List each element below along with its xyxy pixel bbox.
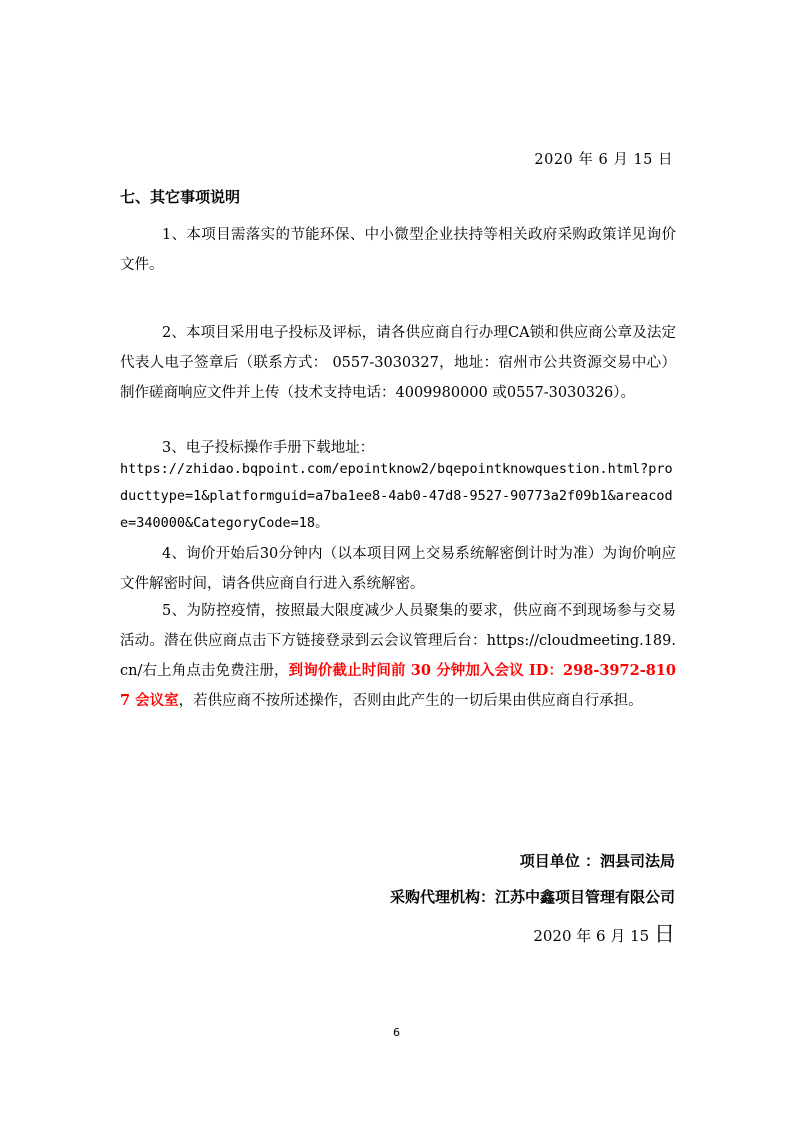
item-5 [120, 596, 676, 716]
item-5-meeting-notice: 到询价截止时间前 30 分钟加入会议 ID：298-3972-8107 会议室 [120, 662, 676, 709]
item-2: 2、本项目采用电子投标及评标，请各供应商自行办理CA锁和供应商公章及法定代表人电子签章后（联系方式： 0557-3030327，地址：宿州市公共资源交易中心）制作磋商响应文件并上传（技术支持电话：4009980000 或0557-3030326）。 [120, 325, 676, 401]
project-unit: 项目单位 ：泗县司法局 [519, 852, 675, 870]
item-3-label: 3、电子投标操作手册下载地址： [162, 440, 375, 456]
page-number: 6 [393, 1026, 400, 1039]
item-5-text: 5、为防控疫情，按照最大限度减少人员聚集的要求，供应商不到现场参与交易活动。潜在供应商点击下方链接登录到云会议管理后台：https://cloudmeeting.189.cn/右上角点击免费注册， [120, 603, 676, 679]
section-title: 七、其它事项说明 [120, 188, 241, 206]
bottom-date-day: 日 [654, 922, 675, 946]
item-5-text-end: ，若供应商不按所述操作，否则由此产生的一切后果由供应商自行承担。 [178, 693, 643, 709]
item-1: 1、本项目需落实的节能环保、中小微型企业扶持等相关政府采购政策详见询价文件。 [120, 227, 676, 273]
top-date: 2020 年 6 月 15 日 [534, 152, 673, 168]
bottom-date [533, 918, 675, 948]
bottom-date-main: 2020 年 6 月 15 [533, 927, 654, 945]
procurement-agency: 采购代理机构：江苏中鑫项目管理有限公司 [389, 888, 675, 906]
item-3-url[interactable]: https://zhidao.bqpoint.com/epointknow2/bqepointknowquestion.html?producttype=1&platformguid=a7ba1ee8-4ab0-47d8-9527-90773a2f09b1&areacode=340000&CategoryCode=18。 [120, 461, 673, 531]
item-4: 4、询价开始后30分钟内（以本项目网上交易系统解密倒计时为准）为询价响应文件解密时间，请各供应商自行进入系统解密。 [120, 546, 676, 592]
